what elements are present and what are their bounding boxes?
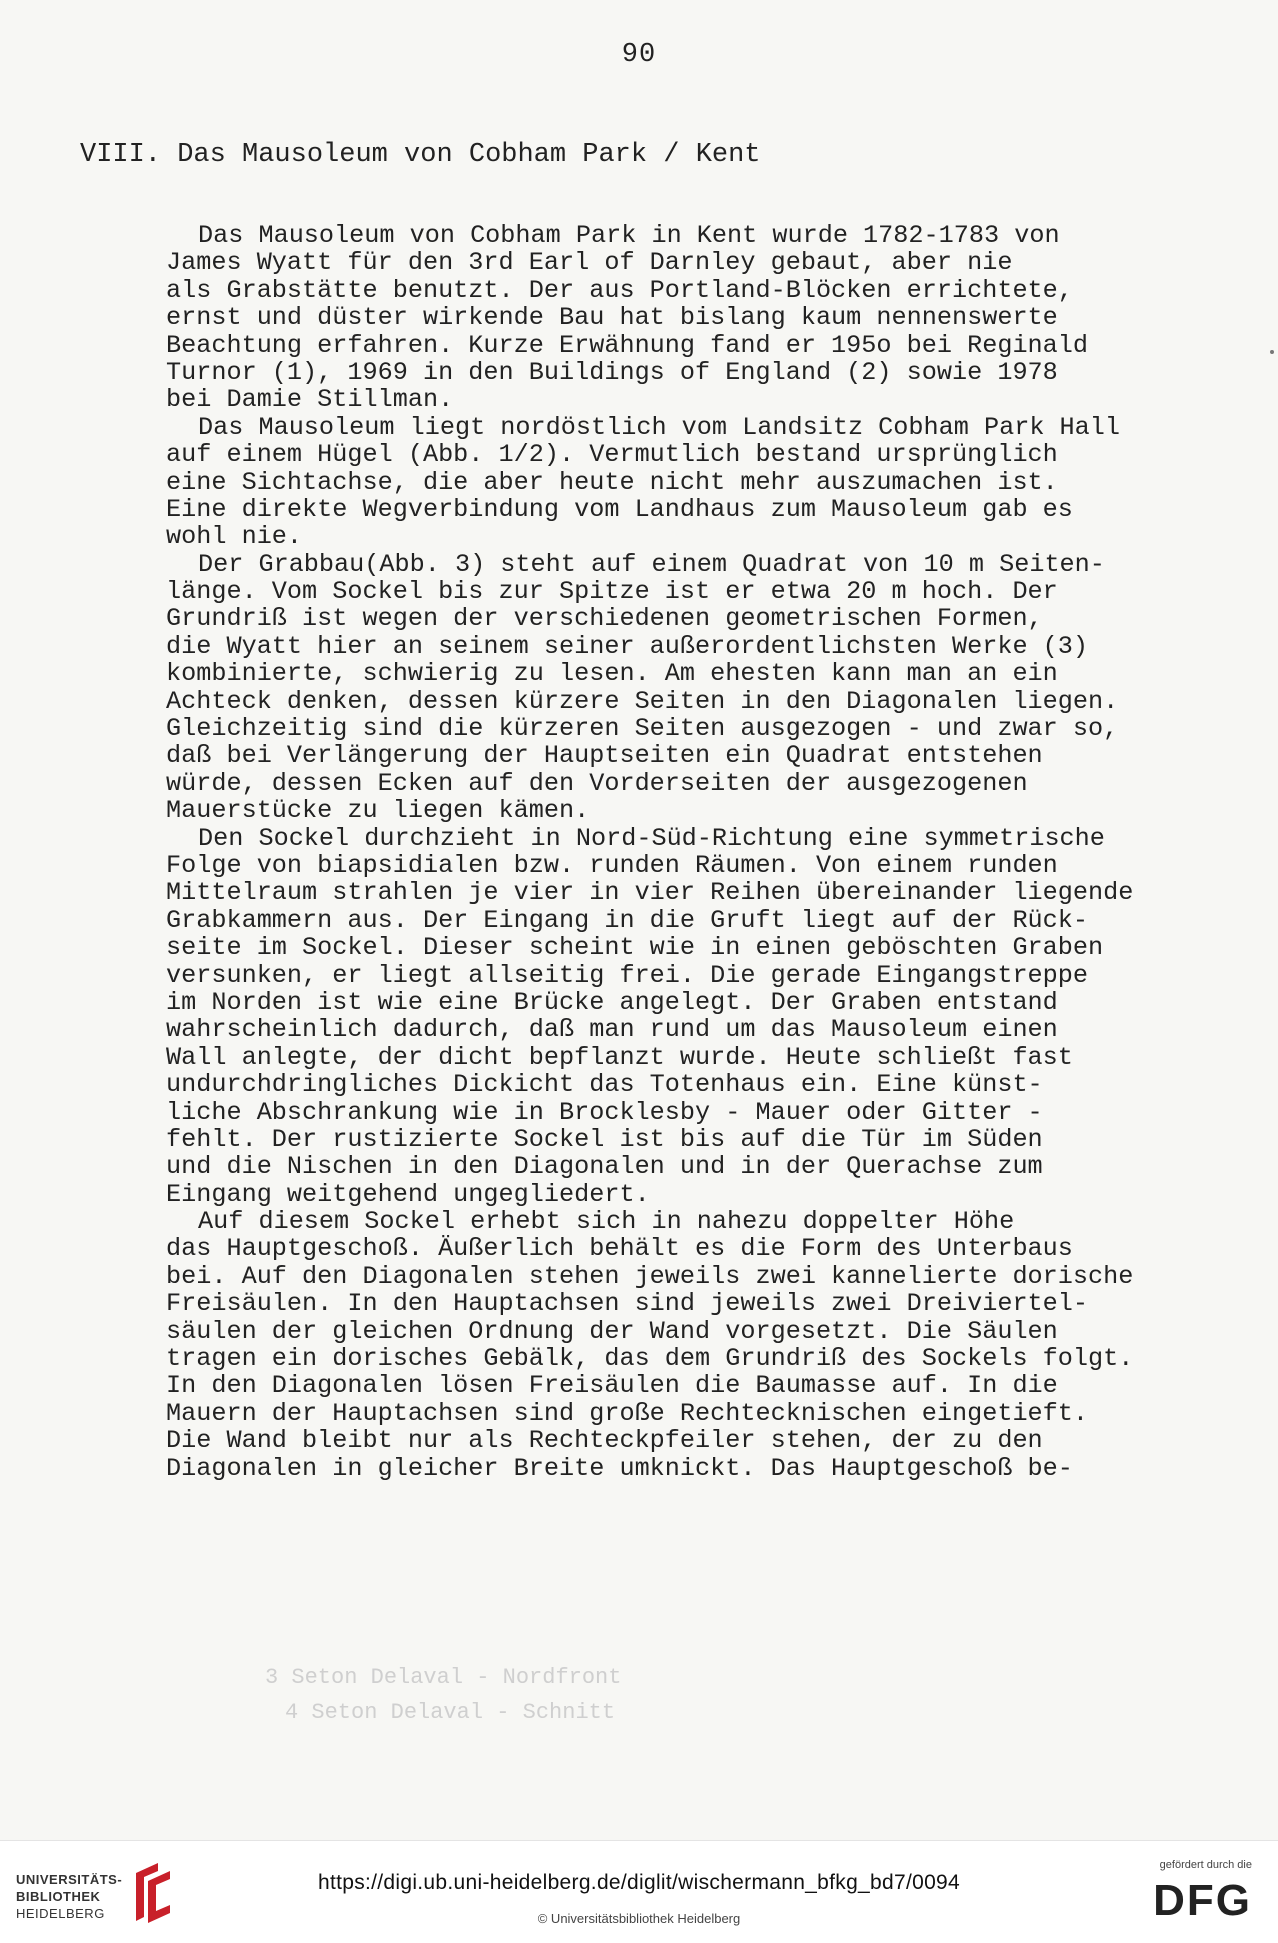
text-line: Die Wand bleibt nur als Rechteckpfeiler stehen, der zu den [166,1426,1043,1456]
text-line: bei. Auf den Diagonalen stehen jeweils zwei kannelierte dorische [166,1261,1134,1291]
permalink[interactable]: https://digi.ub.uni-heidelberg.de/diglit/wischermann_bfkg_bd7/0094 [317,1871,961,1894]
text-line: die Wyatt hier an seinem seiner außerordentlichsten Werke (3) [166,631,1089,661]
text-line: Der Grabbau(Abb. 3) steht auf einem Quadrat von 10 m Seiten- [198,549,1105,579]
text-line: undurchdringliches Dickicht das Totenhaus ein. Eine künst- [166,1070,1043,1100]
text-line: und die Nischen in den Diagonalen und in der Querachse zum [166,1152,1043,1182]
text-line: im Norden ist wie eine Brücke angelegt. Der Graben entstand [166,987,1058,1017]
text-line: Mauern der Hauptachsen sind große Rechtecknischen eingetieft. [166,1398,1089,1428]
text-line: liche Abschrankung wie in Brocklesby - Mauer oder Gitter - [166,1097,1043,1127]
text-line: fehlt. Der rustizierte Sockel ist bis auf die Tür im Süden [166,1124,1043,1154]
text-line: seite im Sockel. Dieser scheint wie in einen geböschten Graben [166,933,1104,963]
text-line: Mauerstücke zu liegen kämen. [166,796,590,826]
text-line: Eine direkte Wegverbindung vom Landhaus zum Mausoleum gab es [166,494,1073,524]
copyright-notice: © Universitätsbibliothek Heidelberg [537,1911,741,1926]
bleed-through-caption: 3 Seton Delaval - Nordfront [265,1665,622,1690]
text-line: Mittelraum strahlen je vier in vier Reihen übereinander liegende [166,878,1134,908]
body-text [166,222,1226,1482]
library-name-line: UNIVERSITÄTS- [16,1872,123,1887]
text-line: Gleichzeitig sind die kürzeren Seiten ausgezogen - und zwar so, [166,714,1119,744]
bleed-through-caption: 4 Seton Delaval - Schnitt [285,1700,616,1725]
text-line: bei Damie Stillman. [166,385,454,415]
text-line: Achteck denken, dessen kürzere Seiten in den Diagonalen liegen. [166,686,1119,716]
text-line: James Wyatt für den 3rd Earl of Darnley gebaut, aber nie [166,248,1013,278]
text-line: ernst und düster wirkende Bau hat bislang kaum nennenswerte [166,303,1058,333]
text-line: länge. Vom Sockel bis zur Spitze ist er etwa 20 m hoch. Der [166,577,1058,607]
text-line: Grabkammern aus. Der Eingang in die Gruft liegt auf der Rück- [166,905,1089,935]
dfg-logo: DFG [1153,1876,1252,1925]
text-line: Auf diesem Sockel erhebt sich in nahezu doppelter Höhe [198,1207,1015,1237]
text-line: würde, dessen Ecken auf den Vorderseiten der ausgezogenen [166,768,1028,798]
text-line: kombinierte, schwierig zu lesen. Am ehesten kann man an ein [166,659,1058,689]
scan-mark [1270,350,1274,354]
text-line: eine Sichtachse, die aber heute nicht mehr auszumachen ist. [166,467,1058,497]
text-line: auf einem Hügel (Abb. 1/2). Vermutlich bestand ursprünglich [166,440,1058,470]
text-line: daß bei Verlängerung der Hauptseiten ein Quadrat entstehen [166,741,1043,771]
text-line: tragen ein dorisches Gebälk, das dem Grundriß des Sockels folgt. [166,1344,1134,1374]
text-line: wahrscheinlich dadurch, daß man rund um das Mausoleum einen [166,1015,1058,1045]
text-line: Turnor (1), 1969 in den Buildings of England (2) sowie 1978 [166,357,1058,387]
text-line: Diagonalen in gleicher Breite umknickt. Das Hauptgeschoß be- [166,1453,1073,1483]
text-line: Das Mausoleum von Cobham Park in Kent wurde 1782-1783 von [198,221,1060,250]
funding-logo[interactable] [1153,1859,1252,1923]
chapter-heading: VIII. Das Mausoleum von Cobham Park / Kent [80,140,761,170]
text-line: Freisäulen. In den Hauptachsen sind jeweils zwei Dreiviertel- [166,1289,1089,1319]
text-line: Beachtung erfahren. Kurze Erwähnung fand er 195o bei Reginald [166,330,1089,360]
text-line: wohl nie. [166,522,303,552]
text-line: als Grabstätte benutzt. Der aus Portland-Blöcken errichtete, [166,275,1073,305]
funding-label: gefördert durch die [1159,1859,1252,1871]
library-name-line: HEIDELBERG [16,1906,105,1921]
text-line: säulen der gleichen Ordnung der Wand vorgesetzt. Die Säulen [166,1316,1058,1346]
text-line: versunken, er liegt allseitig frei. Die gerade Eingangstreppe [166,960,1089,990]
library-name-line: BIBLIOTHEK [16,1889,101,1904]
text-line: Eingang weitgehend ungegliedert. [166,1179,650,1209]
text-line: Den Sockel durchzieht in Nord-Süd-Richtung eine symmetrische [198,823,1105,853]
text-line: Grundriß ist wegen der verschiedenen geometrischen Formen, [166,604,1043,634]
text-line: das Hauptgeschoß. Äußerlich behält es die Form des Unterbaus [166,1234,1073,1264]
footer-bar [0,1840,1278,1943]
text-line: Wall anlegte, der dicht bepflanzt wurde. Heute schließt fast [166,1042,1073,1072]
page-number: 90 [621,40,657,70]
text-line: In den Diagonalen lösen Freisäulen die Baumasse auf. In die [166,1371,1058,1401]
text-line: Das Mausoleum liegt nordöstlich vom Landsitz Cobham Park Hall [198,412,1121,442]
text-line: Folge von biapsidialen bzw. runden Räumen. Von einem runden [166,850,1058,880]
